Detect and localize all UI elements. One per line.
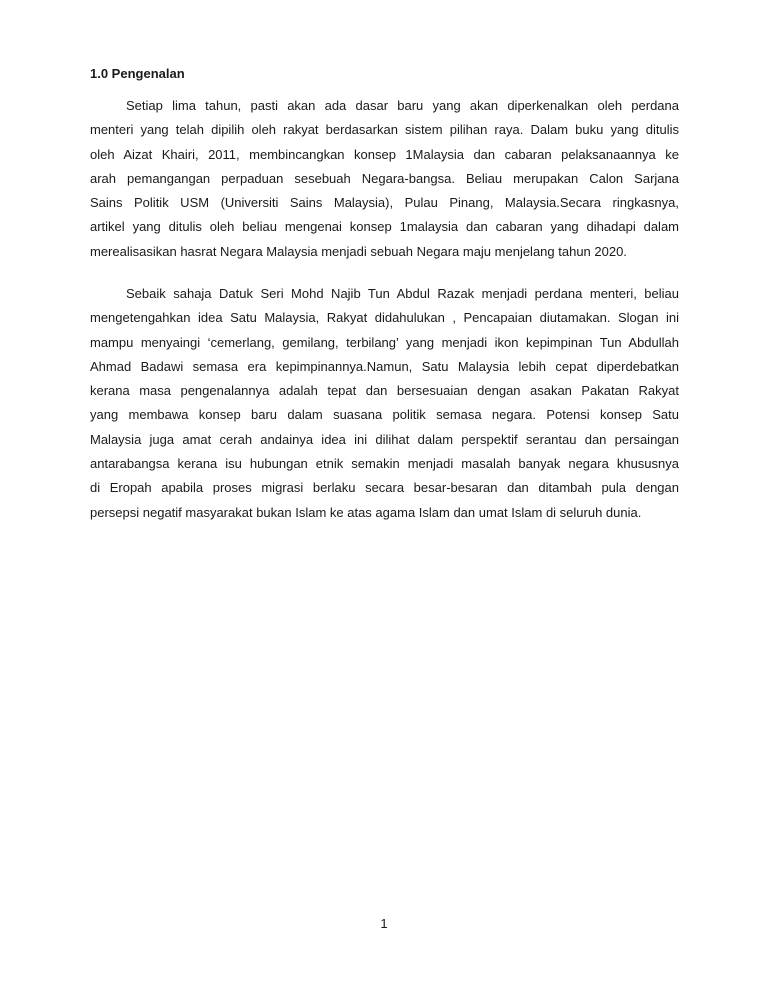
paragraph-line: antarabangsa kerana isu hubungan etnik semakin menjadi masalah banyak negara khususnya (90, 456, 679, 472)
paragraph-line: oleh Aizat Khairi, 2011, membincangkan konsep 1Malaysia dan cabaran pelaksanaannya ke (90, 146, 679, 162)
section-heading: 1.0 Pengenalan (90, 66, 185, 81)
paragraph-line: Sebaik sahaja Datuk Seri Mohd Najib Tun Abdul Razak menjadi perdana menteri, beliau (126, 286, 679, 301)
paragraph-line: yang membawa konsep baru dalam suasana politik semasa negara. Potensi konsep Satu (90, 407, 679, 423)
paragraph-line: mengetengahkan idea Satu Malaysia, Rakyat didahulukan , Pencapaian diutamakan. Slogan ini (90, 310, 679, 326)
paragraph-line: menteri yang telah dipilih oleh rakyat berdasarkan sistem pilihan raya. Dalam buku yang ditulis (90, 122, 679, 138)
paragraph-line: Ahmad Badawi semasa era kepimpinannya.Namun, Satu Malaysia lebih cepat diperdebatkan (90, 358, 679, 374)
paragraph-line: kerana masa pengenalannya adalah tepat dan bersesuaian dengan asakan Pakatan Rakyat (90, 383, 679, 399)
paragraph-line: Setiap lima tahun, pasti akan ada dasar baru yang akan diperkenalkan oleh perdana (126, 98, 679, 113)
paragraph-line: Sains Politik USM (Universiti Sains Malaysia), Pulau Pinang, Malaysia.Secara ringkasnya, (90, 195, 679, 211)
page-number: 1 (380, 916, 388, 931)
paragraph-line: merealisasikan hasrat Negara Malaysia menjadi sebuah Negara maju menjelang tahun 2020. (90, 243, 627, 259)
paragraph-line: Malaysia juga amat cerah andainya idea ini dilihat dalam perspektif serantau dan persaingan (90, 431, 679, 447)
paragraph-line: arah pemangangan perpaduan sesebuah Negara-bangsa. Beliau merupakan Calon Sarjana (90, 170, 679, 186)
paragraph-line: persepsi negatif masyarakat bukan Islam ke atas agama Islam dan umat Islam di seluruh dunia. (90, 504, 642, 520)
paragraph-line: mampu menyaingi ‘cemerlang, gemilang, terbilang’ yang menjadi ikon kepimpinan Tun Abdullah (90, 334, 679, 350)
paragraph-line: di Eropah apabila proses migrasi berlaku secara besar-besaran dan ditambah pula dengan (90, 480, 679, 496)
paragraph-satu-malaysia (90, 282, 679, 525)
paragraph-line: artikel yang ditulis oleh beliau mengenai konsep 1malaysia dan cabaran yang dihadapi dalam (90, 219, 679, 235)
paragraph-introduction (90, 94, 679, 264)
